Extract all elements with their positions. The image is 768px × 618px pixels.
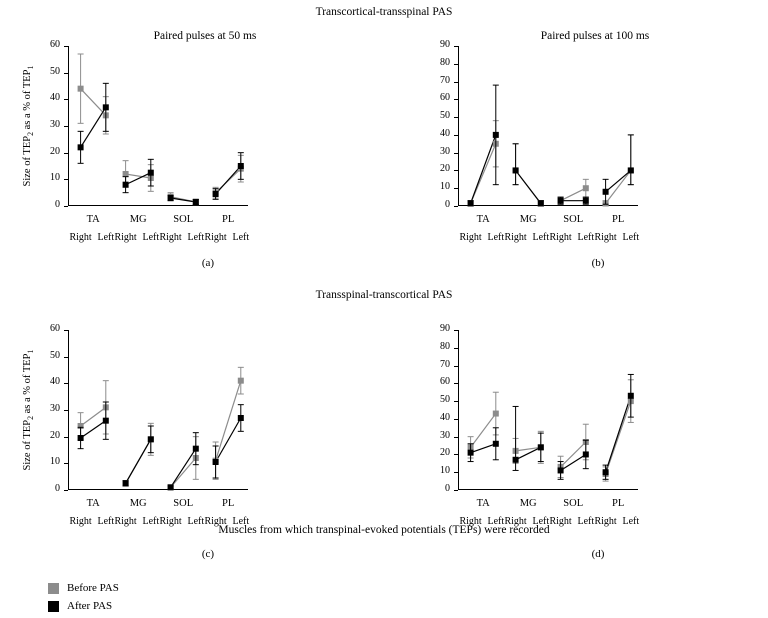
x-group-label-a-SOL: SOL: [173, 214, 194, 225]
y-tick-mark-c-0: [64, 490, 68, 491]
x-sub-label-b-PL-left: Left: [622, 232, 640, 243]
x-sub-label-a-MG-right: Right: [114, 232, 137, 243]
y-tick-label-a-30: 30: [50, 119, 60, 130]
y-tick-mark-c-20: [64, 437, 68, 438]
panel-letter-a: (a): [201, 257, 215, 269]
y-tick-label-d-10: 10: [440, 465, 450, 476]
panel-letter-b: (b): [591, 257, 605, 269]
y-tick-label-b-30: 30: [440, 146, 450, 157]
y-tick-mark-d-90: [454, 330, 458, 331]
x-sub-label-a-SOL-right: Right: [159, 232, 182, 243]
y-tick-mark-a-20: [64, 153, 68, 154]
legend-label-after-pas: After PAS: [67, 600, 113, 612]
y-tick-label-c-10: 10: [50, 456, 60, 467]
x-sub-label-c-MG-left: Left: [142, 516, 160, 527]
y-tick-label-d-0: 0: [445, 483, 450, 494]
x-group-label-d-TA: TA: [476, 498, 490, 509]
x-sub-label-c-MG-right: Right: [114, 516, 137, 527]
y-tick-label-b-60: 60: [440, 92, 450, 103]
y-tick-mark-b-30: [454, 153, 458, 154]
y-tick-label-c-0: 0: [55, 483, 60, 494]
plot-area-a: [68, 46, 248, 206]
y-axis-label-a: Size of $TEP_2$ as a % of $TEP_1$: [22, 65, 36, 187]
x-sub-label-b-TA-left: Left: [487, 232, 505, 243]
x-sub-label-c-PL-left: Left: [232, 516, 250, 527]
y-tick-label-a-20: 20: [50, 146, 60, 157]
y-tick-mark-c-60: [64, 330, 68, 331]
panel-letter-c: (c): [201, 548, 215, 560]
x-sub-label-b-MG-right: Right: [504, 232, 527, 243]
x-sub-label-d-MG-left: Left: [532, 516, 550, 527]
y-tick-label-b-40: 40: [440, 128, 450, 139]
y-tick-label-d-70: 70: [440, 359, 450, 370]
y-tick-label-c-50: 50: [50, 350, 60, 361]
panel-letter-d: (d): [591, 548, 605, 560]
y-tick-label-b-50: 50: [440, 110, 450, 121]
y-tick-mark-d-60: [454, 383, 458, 384]
y-tick-mark-b-10: [454, 188, 458, 189]
y-tick-label-d-20: 20: [440, 447, 450, 458]
x-sub-label-a-MG-left: Left: [142, 232, 160, 243]
y-tick-label-a-10: 10: [50, 172, 60, 183]
y-tick-label-d-80: 80: [440, 341, 450, 352]
x-sub-label-b-PL-right: Right: [594, 232, 617, 243]
y-tick-mark-b-90: [454, 46, 458, 47]
x-sub-label-a-SOL-left: Left: [187, 232, 205, 243]
legend: [48, 582, 119, 618]
x-sub-label-b-TA-right: Right: [459, 232, 482, 243]
x-sub-label-a-TA-right: Right: [69, 232, 92, 243]
x-group-label-c-TA: TA: [86, 498, 100, 509]
y-tick-label-a-50: 50: [50, 66, 60, 77]
x-group-label-a-TA: TA: [86, 214, 100, 225]
panel-a-title: Paired pulses at 50 ms: [153, 30, 257, 42]
y-tick-mark-a-50: [64, 73, 68, 74]
x-sub-label-d-TA-left: Left: [487, 516, 505, 527]
y-tick-mark-c-50: [64, 357, 68, 358]
y-tick-mark-d-80: [454, 348, 458, 349]
legend-swatch-after-pas: [48, 601, 59, 612]
figure-title-top: Transcortical-transspinal PAS: [315, 6, 453, 18]
y-tick-mark-c-10: [64, 463, 68, 464]
y-tick-label-c-40: 40: [50, 376, 60, 387]
x-sub-label-c-PL-right: Right: [204, 516, 227, 527]
y-tick-mark-d-20: [454, 454, 458, 455]
y-tick-label-d-90: 90: [440, 323, 450, 334]
y-tick-label-b-80: 80: [440, 57, 450, 68]
x-sub-label-a-PL-left: Left: [232, 232, 250, 243]
y-tick-mark-a-40: [64, 99, 68, 100]
x-sub-label-c-SOL-right: Right: [159, 516, 182, 527]
y-tick-label-c-20: 20: [50, 430, 60, 441]
y-tick-mark-b-0: [454, 206, 458, 207]
y-tick-label-b-0: 0: [445, 199, 450, 210]
y-tick-mark-d-10: [454, 472, 458, 473]
x-sub-label-d-SOL-right: Right: [549, 516, 572, 527]
x-sub-label-b-SOL-left: Left: [577, 232, 595, 243]
y-tick-label-c-30: 30: [50, 403, 60, 414]
legend-item-after-pas: [48, 600, 119, 612]
x-sub-label-b-MG-left: Left: [532, 232, 550, 243]
y-tick-label-b-70: 70: [440, 75, 450, 86]
y-tick-mark-d-40: [454, 419, 458, 420]
y-tick-label-c-60: 60: [50, 323, 60, 334]
y-tick-label-b-20: 20: [440, 163, 450, 174]
x-group-label-a-PL: PL: [222, 214, 235, 225]
y-tick-mark-b-80: [454, 64, 458, 65]
legend-label-before-pas: Before PAS: [67, 582, 119, 594]
x-sub-label-b-SOL-right: Right: [549, 232, 572, 243]
y-tick-label-d-50: 50: [440, 394, 450, 405]
y-tick-mark-c-40: [64, 383, 68, 384]
y-tick-mark-b-20: [454, 170, 458, 171]
x-group-label-b-MG: MG: [519, 214, 537, 225]
y-tick-mark-a-60: [64, 46, 68, 47]
x-group-label-c-PL: PL: [222, 498, 235, 509]
y-tick-label-b-10: 10: [440, 181, 450, 192]
figure-title-middle: Transspinal-transcortical PAS: [315, 289, 453, 301]
y-tick-mark-b-70: [454, 82, 458, 83]
y-tick-mark-a-0: [64, 206, 68, 207]
y-tick-label-a-40: 40: [50, 92, 60, 103]
x-sub-label-d-TA-right: Right: [459, 516, 482, 527]
y-tick-mark-d-0: [454, 490, 458, 491]
x-sub-label-d-PL-left: Left: [622, 516, 640, 527]
x-sub-label-c-SOL-left: Left: [187, 516, 205, 527]
y-tick-mark-b-60: [454, 99, 458, 100]
y-tick-label-a-60: 60: [50, 39, 60, 50]
y-tick-mark-c-30: [64, 410, 68, 411]
x-sub-label-c-TA-left: Left: [97, 516, 115, 527]
x-group-label-c-MG: MG: [129, 498, 147, 509]
y-axis-label-c: Size of $TEP_2$ as a % of $TEP_1$: [22, 349, 36, 471]
x-sub-label-a-PL-right: Right: [204, 232, 227, 243]
y-tick-mark-b-50: [454, 117, 458, 118]
y-tick-label-a-0: 0: [55, 199, 60, 210]
y-tick-label-d-60: 60: [440, 376, 450, 387]
x-sub-label-a-TA-left: Left: [97, 232, 115, 243]
x-group-label-d-PL: PL: [612, 498, 625, 509]
legend-item-before-pas: [48, 582, 119, 594]
x-sub-label-c-TA-right: Right: [69, 516, 92, 527]
plot-area-c: [68, 330, 248, 490]
y-tick-label-d-40: 40: [440, 412, 450, 423]
x-group-label-c-SOL: SOL: [173, 498, 194, 509]
y-tick-label-d-30: 30: [440, 430, 450, 441]
x-group-label-b-TA: TA: [476, 214, 490, 225]
x-sub-label-d-SOL-left: Left: [577, 516, 595, 527]
panel-b-title: Paired pulses at 100 ms: [540, 30, 650, 42]
plot-area-d: [458, 330, 638, 490]
y-tick-mark-a-30: [64, 126, 68, 127]
plot-area-b: [458, 46, 638, 206]
x-group-label-d-MG: MG: [519, 498, 537, 509]
y-tick-mark-d-50: [454, 401, 458, 402]
x-sub-label-d-MG-right: Right: [504, 516, 527, 527]
x-group-label-a-MG: MG: [129, 214, 147, 225]
x-group-label-b-SOL: SOL: [563, 214, 584, 225]
y-tick-mark-d-30: [454, 437, 458, 438]
legend-swatch-before-pas: [48, 583, 59, 594]
x-axis-title: Muscles from which transpinal-evoked potentials (TEPs) were recorded: [218, 524, 550, 536]
y-tick-label-b-90: 90: [440, 39, 450, 50]
x-group-label-b-PL: PL: [612, 214, 625, 225]
y-tick-mark-b-40: [454, 135, 458, 136]
x-group-label-d-SOL: SOL: [563, 498, 584, 509]
y-tick-mark-d-70: [454, 366, 458, 367]
y-tick-mark-a-10: [64, 179, 68, 180]
x-sub-label-d-PL-right: Right: [594, 516, 617, 527]
